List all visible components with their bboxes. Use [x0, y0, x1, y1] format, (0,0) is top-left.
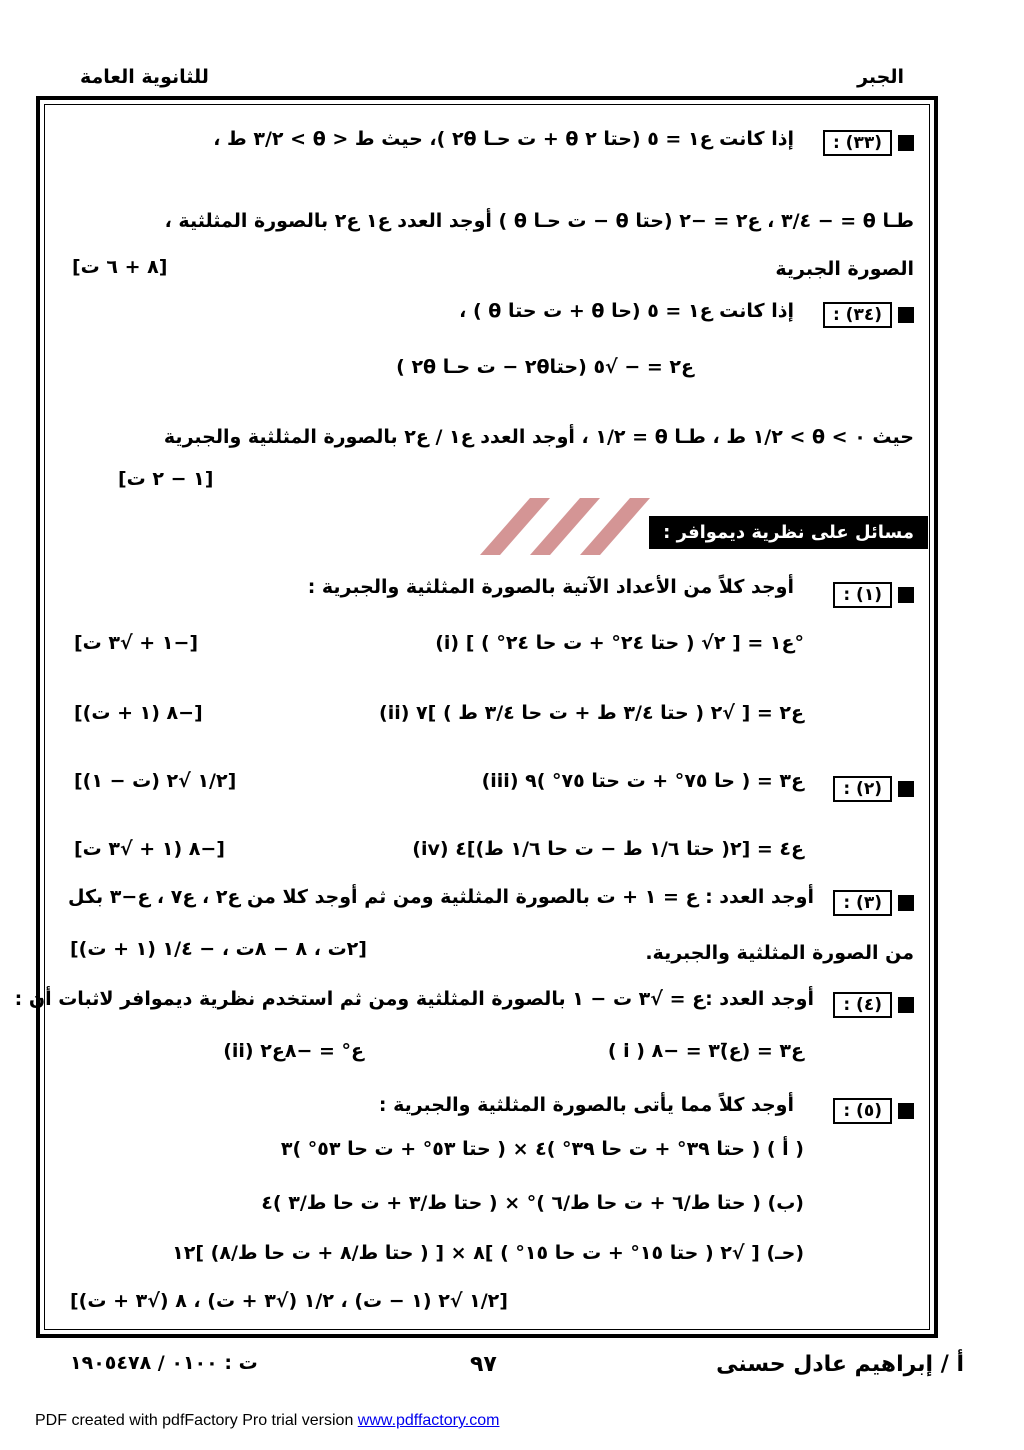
pdf-credit — [35, 1412, 499, 1430]
square-bullet-icon — [898, 587, 914, 603]
p2-item-iii-answer: [١/٢ √٢ (ت − ١)] — [74, 770, 237, 792]
footer-page-number: ٩٧ — [470, 1352, 497, 1377]
p4-number: : (٤) — [833, 992, 914, 1018]
p5-item-c: (حـ) [ √٢ ( حتا ١٥° + ت حا ١٥° ) ]٨ × [ ( حتا ط/٨ + ت حا ط/٨) ]١٢ — [172, 1242, 804, 1264]
pdf-credit-link[interactable]: www.pdffactory.com — [357, 1412, 500, 1429]
p3-line2: من الصورة المثلثية والجبرية. — [645, 942, 914, 964]
p3-line1: أوجد العدد : ع = ١ + ت بالصورة المثلثية ومن ثم أوجد كلا من ع٢ ، ع٧ ، ع−٣ بكل — [68, 886, 814, 908]
q33-answer: [٨ + ٦ ت] — [72, 256, 168, 278]
q33-number: : (٣٣) — [823, 130, 914, 156]
p1-item-ii-answer: [−٨ (١ + ت)] — [74, 702, 203, 724]
p2-item-iii: (iii) ع٣ = ( حا ٧٥° + ت حتا ٧٥° )٩ — [481, 770, 804, 792]
pdf-credit-text: PDF created with pdfFactory Pro trial version — [35, 1412, 358, 1429]
q34-line2: ع٢ = − √٥ (حتا٢θ − ت حـا ٢θ ) — [396, 356, 694, 378]
square-bullet-icon — [898, 781, 914, 797]
p1-title: أوجد كلاً من الأعداد الآتية بالصورة المثلثية والجبرية : — [307, 576, 794, 598]
q34-number: : (٣٤) — [823, 302, 914, 328]
square-bullet-icon — [898, 135, 914, 151]
q33-line1: إذا كانت ع١ = ٥ (حتا ٢ θ + ت حـا ٢θ )، حيث ط < θ > ٣/٢ ط ، — [213, 128, 794, 150]
footer-author: أ / إبراهيم عادل حسنى — [716, 1352, 964, 1377]
p4-item-i: ( i ) ع٣ = (ع̄)٣ = −٨ — [607, 1040, 804, 1062]
square-bullet-icon — [898, 307, 914, 323]
p5-answer: [١/٢ √٢ (١ − ت) ، ١/٢ (√٣ + ت) ، ٨ (√٣ + ت)] — [70, 1290, 508, 1312]
q34-line1: إذا كانت ع١ = ٥ (حا θ + ت حتا θ ) ، — [459, 300, 794, 322]
square-bullet-icon — [898, 997, 914, 1013]
p1-item-i-answer: [−١ + √٣ ت] — [74, 632, 199, 654]
p1-item-i: (i) ع١ = [ ٢√ ( حتا ٢٤° + ت حا ٢٤° ) ]° — [435, 632, 804, 654]
q33-line2: طـا θ = − ٣/٤ ، ع٢ = −٢ (حتا θ − ت حـا θ ) أوجد العدد ع١ ع٢ بالصورة المثلثية ، — [164, 210, 914, 232]
q34-answer: [١ − ٢ ت] — [118, 468, 214, 490]
p3-answer: [٢ت ، ٨ − ٨ت ، − ١/٤ (١ + ت)] — [70, 938, 367, 960]
square-bullet-icon — [898, 1103, 914, 1119]
p1-item-ii: (ii) ع٢ = [ √٢ ( حتا ٣/٤ ط + ت حا ٣/٤ ط ) ]٧ — [379, 702, 804, 724]
p3-number: : (٣) — [833, 890, 914, 916]
section-banner: مسائل على نظرية ديموافر : — [649, 516, 928, 549]
q33-line3: الصورة الجبرية — [775, 258, 914, 280]
q34-line3: حيث ٠ > θ > ١/٢ ط ، طـا θ = ١/٢ ، أوجد العدد ع١ / ع٢ بالصورة المثلثية والجبرية — [163, 426, 914, 448]
p5-item-b: (ب) ( حتا ط/٦ + ت حا ط/٦ )° × ( حتا ط/٣ + ت حا ط/٣ )٤ — [261, 1192, 804, 1214]
header-right: الجبر — [857, 66, 904, 88]
p2-number: : (٢) — [833, 776, 914, 802]
footer-phone: ت : ٠١٠٠ / ١٩٠٥٤٧٨ — [70, 1352, 258, 1374]
square-bullet-icon — [898, 895, 914, 911]
p5-title: أوجد كلاً مما يأتى بالصورة المثلثية والجبرية : — [378, 1094, 794, 1116]
p2-item-iv: (iv) ع٤ = [٢( حتا ١/٦ ط − ت حا ١/٦ ط)]٤ — [412, 838, 804, 860]
p1-number: : (١) — [833, 582, 914, 608]
watermark-logo — [440, 490, 680, 560]
header-left: للثانوية العامة — [80, 66, 209, 88]
p4-line1: أوجد العدد :ع = √٣ ت − ١ بالصورة المثلثية ومن ثم استخدم نظرية ديموافر لاثبات أن : — [14, 988, 814, 1010]
p5-item-a: ( أ ) ( حتا ٣٩° + ت حا ٣٩° )٤ × ( حتا ٥٣° + ت حا ٥٣° )٣ — [280, 1138, 804, 1160]
p2-item-iv-answer: [−٨ (١ + √٣ ت] — [74, 838, 225, 860]
p5-number: : (٥) — [833, 1098, 914, 1124]
p4-item-ii: (ii) ع° = −٨ع٢ — [223, 1040, 364, 1062]
